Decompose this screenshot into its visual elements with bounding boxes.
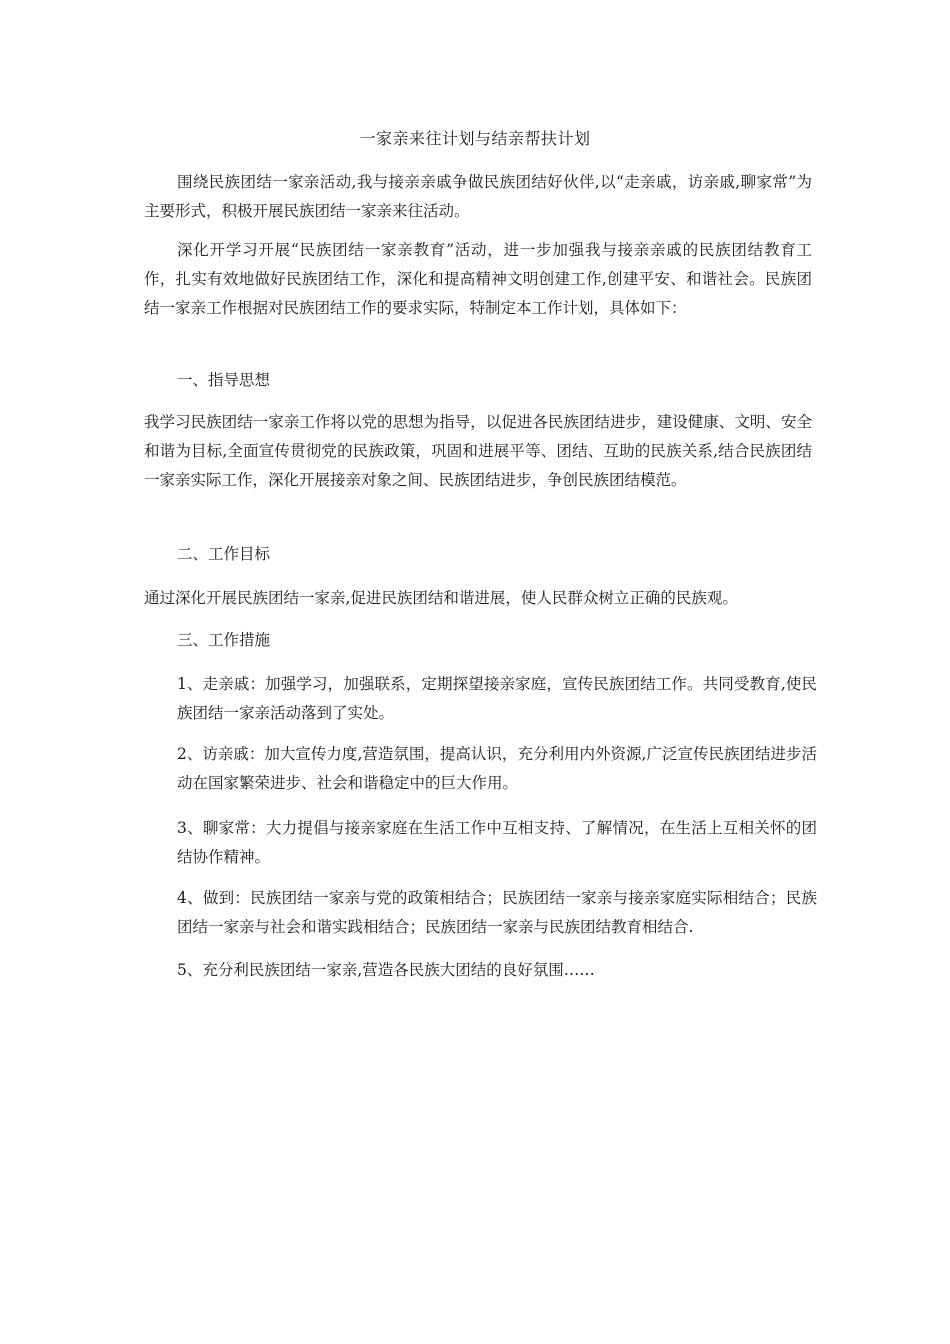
- section-2-heading: 二、工作目标: [177, 545, 271, 563]
- section-1-heading: 一、指导思想: [177, 371, 271, 389]
- section-2-body: 通过深化开展民族团结一家亲,促进民族团结和谐进展，使人民群众树立正确的民族观。: [144, 589, 738, 607]
- intro-paragraph-1: 围绕民族团结一家亲活动,我与接亲亲戚争做民族团结好伙伴,以“走亲戚，访亲戚,聊家常”为主要形式，积极开展民族团结一家亲来往活动。: [144, 173, 812, 220]
- measure-item-5: 5、充分利民族团结一家亲,营造各民族大团结的良好氛围……: [177, 961, 595, 979]
- measure-item-3: 3、聊家常：大力提倡与接亲家庭在生活工作中互相支持、了解情况，在生活上互相关怀的团结协作精神。: [177, 819, 817, 866]
- measure-item-1: 1、走亲戚：加强学习，加强联系，定期探望接亲家庭，宣传民族团结工作。共同受教育,使民族团结一家亲活动落到了实处。: [177, 675, 817, 722]
- section-1-body: 我学习民族团结一家亲工作将以党的思想为指导，以促进各民族团结进步，建设健康、文明、安全和谐为目标,全面宣传贯彻党的民族政策，巩固和进展平等、团结、互助的民族关系,结合民族团结一家亲实际工作，深化开展接亲对象之间、民族团结进步，争创民族团结模范。: [144, 413, 812, 489]
- measure-item-2: 2、访亲戚：加大宣传力度,营造氛围，提高认识，充分利用内外资源,广泛宣传民族团结进步活动在国家繁荣进步、社会和谐稳定中的巨大作用。: [177, 745, 817, 792]
- measure-item-4: 4、做到：民族团结一家亲与党的政策相结合；民族团结一家亲与接亲家庭实际相结合；民族团结一家亲与社会和谐实践相结合；民族团结一家亲与民族团结教育相结合.: [177, 889, 817, 936]
- section-3-heading: 三、工作措施: [177, 631, 271, 649]
- document-title: 一家亲来往计划与结亲帮扶计划: [359, 129, 591, 148]
- intro-paragraph-2: 深化开学习开展“民族团结一家亲教育”活动，进一步加强我与接亲亲戚的民族团结教育工作，扎实有效地做好民族团结工作，深化和提高精神文明创建工作,创建平安、和谐社会。民族团结一家亲工作根据对民族团结工作的要求实际，特制定本工作计划，具体如下：: [144, 241, 812, 317]
